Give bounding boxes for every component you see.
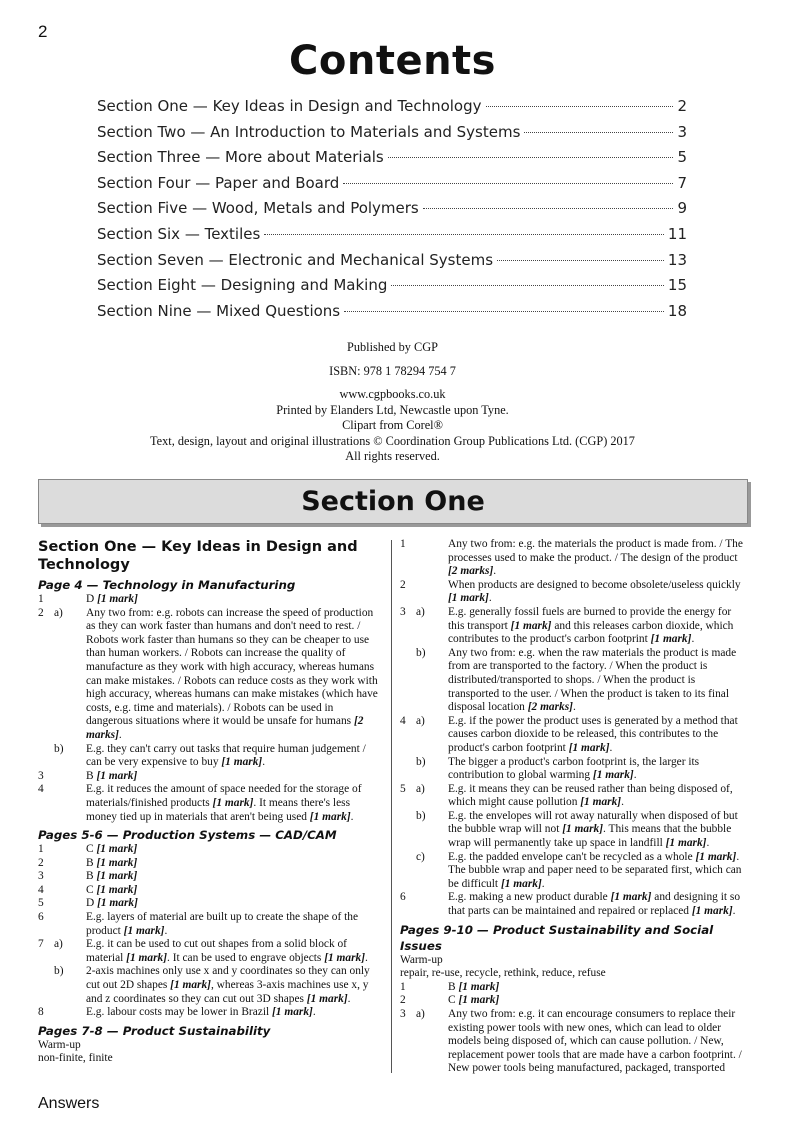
toc-entry[interactable] [97,123,687,149]
question-number [38,743,54,770]
answer-text: D [1 mark] [86,897,138,910]
question-number: 7 [38,938,44,951]
question-part [416,538,448,579]
toc-leader-dots [344,311,664,312]
question-number [400,647,416,715]
question-number: 1 [38,593,44,605]
answer-subheading: Pages 9-10 — Product Sustainability and Social Issues [400,922,714,953]
toc-entry-page: 13 [667,250,687,269]
answer-item [38,607,381,743]
toc-leader-dots [264,234,664,235]
toc-leader-dots [388,157,674,158]
question-part: b) [416,646,426,659]
toc-entry-page: 5 [677,148,687,167]
answer-item [400,647,745,715]
answer-item [38,857,381,871]
question-number: 5 [38,897,44,910]
toc-entry[interactable] [97,97,687,123]
question-number: 1 [400,980,406,993]
answer-text: E.g. making a new product durable [1 mark] and designing it so that parts can be maintained and repaired or replaced [1 mark]. [448,891,741,918]
question-part: a) [54,606,63,619]
publisher-info [0,340,785,465]
toc-entry[interactable] [97,251,687,277]
toc-entry[interactable] [97,225,687,251]
toc-entry-page: 18 [667,301,687,320]
answer-item [400,783,745,810]
question-number [38,965,54,1006]
answer-item [38,593,381,607]
published-by: Published by CGP [347,340,438,354]
question-part: a) [416,605,425,618]
question-part [54,770,86,784]
answer-text: C [1 mark] [86,883,138,896]
toc-entry-title: Section Four — Paper and Board [97,173,340,192]
answer-item [400,994,745,1008]
toc-entry[interactable] [97,174,687,200]
question-number: 3 [38,769,44,782]
toc-entry-title: Section Five — Wood, Metals and Polymers [97,199,419,218]
answer-text: Any two from: e.g. robots can increase the speed of production as they can work faster than humans and don't need to rest. / Robots work faster than humans so they can be cheaper to use than human workers. / Robots can increase the quality of manufacture as they work with high accuracy, whereas humans can make mistakes. / Robots can reduce costs as they work with high accuracy, whereas humans can make mistakes (which have costs, e.g. time and materials). / Robots can be used in dangerous situations where it would be unsafe for humans [2 marks]. [86,606,378,741]
answer-text: E.g. it can be used to cut out shapes from a solid block of material [1 mark]. It can be used to engrave objects [1 mark]. [86,938,368,964]
answer-item [38,870,381,884]
question-part: a) [416,782,425,795]
answer-item [38,843,381,857]
plain-text-line: repair, re-use, recycle, rethink, reduce, refuse [400,967,606,980]
answer-subheading: Page 4 — Technology in Manufacturing [38,578,296,592]
question-number: 4 [38,783,44,796]
answer-item [400,579,745,606]
question-number: 2 [400,578,406,591]
answer-text: When products are designed to become obsolete/useless quickly [1 mark]. [448,578,741,605]
answer-text: B [1 mark] [86,769,138,782]
toc-entry-page: 11 [667,224,687,243]
question-part: b) [416,755,426,768]
answer-item [400,810,745,851]
question-part: a) [54,938,63,951]
answer-text: C [1 mark] [86,843,138,856]
website: www.cgpbooks.co.uk [339,387,446,401]
answer-item [38,783,381,824]
answer-item [38,938,381,965]
answer-item [400,606,745,647]
toc-leader-dots [486,106,674,107]
isbn: ISBN: 978 1 78294 754 7 [329,363,456,378]
answer-item [400,981,745,995]
toc-entry-title: Section Three — More about Materials [97,148,384,167]
toc-entry[interactable] [97,302,687,328]
footer-label: Answers [38,1095,100,1112]
question-number: 6 [38,911,44,924]
toc-entry[interactable] [97,276,687,302]
question-part [54,911,86,938]
question-number: 2 [38,856,44,869]
toc-leader-dots [524,132,673,133]
toc-leader-dots [423,208,674,209]
answer-text: E.g. if the power the product uses is generated by a method that causes carbon dioxide to be released, this contributes to the product's carbon footprint [1 mark]. [448,714,738,754]
toc-entry-title: Section Seven — Electronic and Mechanical Systems [97,250,494,269]
answer-item [38,884,381,898]
question-number: 4 [38,883,44,896]
question-part [54,897,86,911]
question-number [400,810,416,851]
answer-text: E.g. the padded envelope can't be recycled as a whole [1 mark]. The bubble wrap and paper need to be separated first, which can be difficult [1 mark]. [448,850,742,890]
answer-item [400,756,745,783]
toc-entry-title: Section Nine — Mixed Questions [97,301,341,320]
question-number [400,756,416,783]
contents-title: Contents [289,38,496,84]
column-divider [391,540,392,1073]
answer-text: E.g. they can't carry out tasks that require human judgement / can be very expensive to buy [1 mark]. [86,742,366,769]
toc-entry-page: 7 [677,173,687,192]
question-number: 3 [38,870,44,883]
answer-text: E.g. layers of material are built up to create the shape of the product [1 mark]. [86,911,358,937]
answer-text: E.g. it reduces the amount of space needed for the storage of materials/finished products [1 mark]. It means there's less money tied up in materials that aren't being used [1 mark]. [86,783,362,823]
answer-text: B [1 mark] [86,870,138,883]
question-part [416,981,448,995]
question-number: 1 [38,843,44,856]
answer-item [400,1008,745,1076]
copyright: Text, design, layout and original illustrations © Coordination Group Publications Ltd. (CGP) 2017 [150,433,635,448]
answer-text: B [1 mark] [86,856,138,869]
toc-leader-dots [343,183,673,184]
question-number: 1 [400,538,406,550]
answer-item [38,1006,381,1020]
answer-text: Any two from: e.g. when the raw materials the product is made from are transported to the factory. / When the product is distributed/transported to shops. / When the product is transported to the user. / When the product is taken to its final disposal location [2 marks]. [448,646,737,714]
toc-leader-dots [391,285,664,286]
question-part: c) [416,850,425,863]
answer-item [400,715,745,756]
question-part [54,843,86,857]
table-of-contents [97,97,687,327]
answer-text: E.g. it means they can be reused rather than being disposed of, which might cause pollution [1 mark]. [448,782,733,809]
answer-item [38,897,381,911]
rights: All rights reserved. [345,449,440,463]
question-part [416,891,448,918]
toc-entry-title: Section Two — An Introduction to Materials and Systems [97,122,521,141]
question-number: 5 [400,782,406,795]
plain-text-line: Warm-up [38,1038,81,1051]
question-number: 4 [400,714,406,727]
question-part: b) [416,809,426,822]
question-part [54,783,86,824]
answer-item [400,538,745,579]
toc-entry-page: 9 [677,199,687,218]
answer-text: Any two from: e.g. it can encourage consumers to replace their existing power tools with new ones, which can lead to older models being disposed of, which can cause pollution. / New, replacement power tools that are made have a carbon footprint. / New power tools being manufactured, packaged, transported [448,1008,742,1075]
question-part: a) [416,714,425,727]
clipart-credit: Clipart from Corel® [342,418,443,432]
question-part: b) [54,965,64,978]
answer-text: 2-axis machines only use x and y coordinates so they can only cut out 2D shapes [1 mark], whereas 3-axis machines use x, y and z coordinates so they can cut out 3D shapes [1 mark]. [86,965,370,1005]
answer-text: E.g. labour costs may be lower in Brazil [1 mark]. [86,1006,316,1019]
answer-text: B [1 mark] [448,980,500,993]
plain-text-line: Warm-up [400,953,443,966]
answer-item [400,891,745,918]
toc-leader-dots [497,260,664,261]
toc-entry-page: 3 [677,122,687,141]
question-number: 3 [400,1008,406,1020]
answer-item [400,851,745,892]
question-number: 2 [400,994,406,1007]
question-part [54,870,86,884]
question-number: 6 [400,891,406,904]
toc-entry[interactable] [97,199,687,225]
question-part: b) [54,742,64,755]
question-number: 2 [38,606,44,619]
toc-entry[interactable] [97,148,687,174]
page-number: 2 [38,22,48,41]
printed-by: Printed by Elanders Ltd, Newcastle upon Tyne. [276,402,509,417]
plain-text-line: non-finite, finite [38,1052,113,1065]
toc-entry-page: 2 [677,97,687,115]
answer-text: E.g. generally fossil fuels are burned to provide the energy for this transport [1 mark] and this releases carbon dioxide, which contributes to the product's carbon footprint [1 mark]. [448,605,734,646]
question-part [54,857,86,871]
section-banner: Section One [38,479,748,524]
left-column [38,538,381,1066]
answer-text: C [1 mark] [448,994,500,1007]
toc-entry-title: Section Six — Textiles [97,224,261,243]
question-part [54,1006,86,1020]
answer-text: Any two from: e.g. the materials the product is made from. / The processes used to make the product. / The design of the product [2 marks]. [448,538,743,578]
toc-entry-title: Section One — Key Ideas in Design and Technology [97,97,482,115]
answer-item [38,965,381,1006]
column-heading: Section One — Key Ideas in Design and Technology [38,539,358,573]
question-part [416,579,448,606]
toc-entry-title: Section Eight — Designing and Making [97,276,388,295]
answer-text: The bigger a product's carbon footprint is, the larger its contribution to global warming [1 mark]. [448,755,700,782]
answer-text: E.g. the envelopes will rot away naturally when disposed of but the bubble wrap will not [1 mark]. This means that the bubble wrap will permanently take up space in landfill [1 mark]. [448,809,738,850]
question-number: 3 [400,605,406,618]
question-part [416,994,448,1008]
question-number: 8 [38,1006,44,1019]
question-number [400,851,416,892]
question-part [54,884,86,898]
answer-item [38,743,381,770]
question-part [54,593,86,607]
question-part: a) [416,1008,425,1020]
answer-text: D [1 mark] [86,593,138,605]
answer-subheading: Pages 5-6 — Production Systems — CAD/CAM [38,828,337,843]
answer-item [38,911,381,938]
toc-entry-page: 15 [667,276,687,295]
answer-item [38,770,381,784]
answer-subheading: Pages 7-8 — Product Sustainability [38,1023,271,1038]
right-column [400,538,745,1076]
